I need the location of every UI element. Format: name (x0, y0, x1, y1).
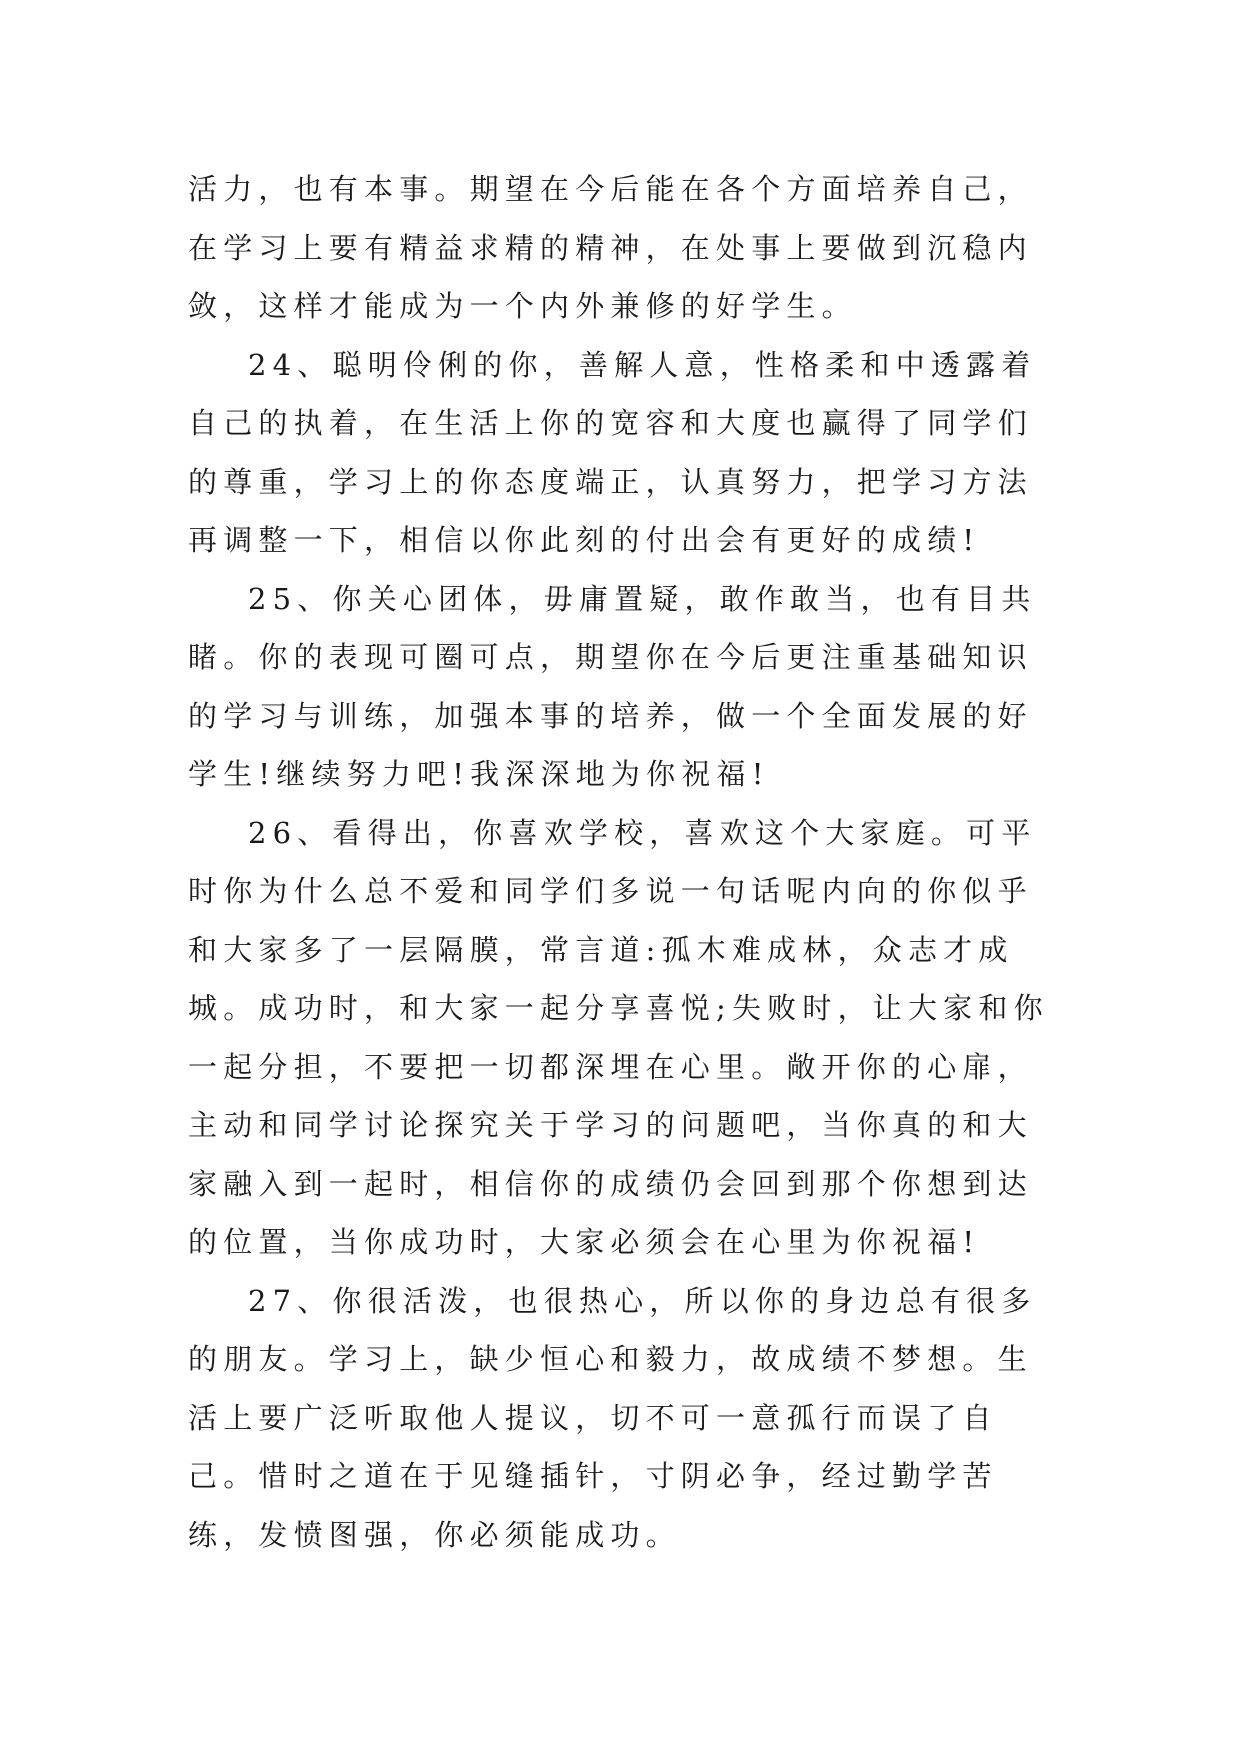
paragraph-25: 25、你关心团体，毋庸置疑，敢作敢当，也有目共睹。你的表现可圈可点，期望你在今后更注重基础知识的学习与训练，加强本事的培养，做一个全面发展的好学生!继续努力吧!我深深地为你祝福! (188, 581, 1037, 791)
paragraph-continuation: 活力，也有本事。期望在今后能在各个方面培养自己，在学习上要有精益求精的精神，在处事上要做到沉稳内敛，这样才能成为一个内外兼修的好学生。 (188, 172, 1033, 323)
paragraph-26: 26、看得出，你喜欢学校，喜欢这个大家庭。可平时你为什么总不爱和同学们多说一句话呢内向的你似乎和大家多了一层隔膜，常言道:孤木难成林，众志才成城。成功时，和大家一起分享喜悦;失败时，让大家和你一起分担，不要把一切都深埋在心里。敞开你的心扉，主动和同学讨论探究关于学习的问题吧，当你真的和大家融入到一起时，相信你的成绩仍会回到那个你想到达的位置，当你成功时，大家必须会在心里为你祝福! (188, 815, 1049, 1259)
paragraph-24: 24、聪明伶俐的你，善解人意，性格柔和中透露着自己的执着，在生活上你的宽容和大度也赢得了同学们的尊重，学习上的你态度端正，认真努力，把学习方法再调整一下，相信以你此刻的付出会有更好的成绩! (188, 347, 1037, 557)
paragraph-27: 27、你很活泼，也很热心，所以你的身边总有很多的朋友。学习上，缺少恒心和毅力，故成绩不梦想。生活上要广泛听取他人提议，切不可一意孤行而误了自己。惜时之道在于见缝插针，寸阴必争，经过勤学苦练，发愤图强，你必须能成功。 (188, 1283, 1037, 1552)
document-body (188, 160, 1058, 1564)
